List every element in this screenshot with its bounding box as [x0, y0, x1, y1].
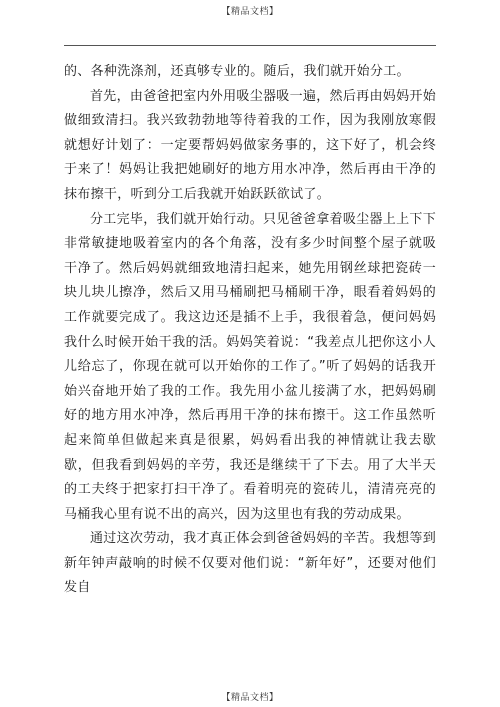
document-body: [64, 60, 436, 601]
page-header: 【精品文档】: [221, 7, 279, 17]
header-divider: [64, 45, 436, 46]
paragraph-continuation: 的、各种洗涤剂，还真够专业的。随后，我们就开始分工。: [64, 64, 410, 79]
paragraph: 通过这次劳动，我才真正体会到爸爸妈妈的辛苦。我想等到新年钟声敲响的时候不仅要对他们说：“新年好”，还要对他们发自: [64, 531, 436, 596]
paragraph: 首先，由爸爸把室内外用吸尘器吸一遍，然后再由妈妈开始做细致清扫。我兴致勃勃地等待着我的工作，因为我刚放寒假就想好计划了：一定要帮妈妈做家务事的，这下好了，机会终于来了！妈妈让我把她刷好的地方用水冲净，然后再由干净的抹布擦干，听到分工后我就开始跃跃欲试了。: [64, 88, 436, 202]
paragraph: 分工完毕，我们就开始行动。只见爸爸拿着吸尘器上上下下非常敏捷地吸着室内的各个角落，没有多少时间整个屋子就吸干净了。然后妈妈就细致地清扫起来，她先用钢丝球把瓷砖一块儿块儿擦净，然后又用马桶刷把马桶刷干净，眼看着妈妈的工作就要完成了。我这边还是插不上手，我很着急，便问妈妈我什么时候开始干我的活。妈妈笑着说：“我差点儿把你这小人儿给忘了，你现在就可以开始你的工作了。”听了妈妈的话我开始兴奋地开始了我的工作。我先用小盆儿接满了水，把妈妈刷好的地方用水冲净，然后再用干净的抹布擦干。这工作虽然听起来简单但做起来真是很累，妈妈看出我的神情就让我去歇歇，但我看到妈妈的辛劳，我还是继续干了下去。用了大半天的工夫终于把家打扫干净了。看着明亮的瓷砖儿，清清亮亮的马桶我心里有说不出的高兴，因为这里也有我的劳动成果。: [64, 211, 436, 522]
page-footer: 【精品文档】: [221, 693, 279, 703]
